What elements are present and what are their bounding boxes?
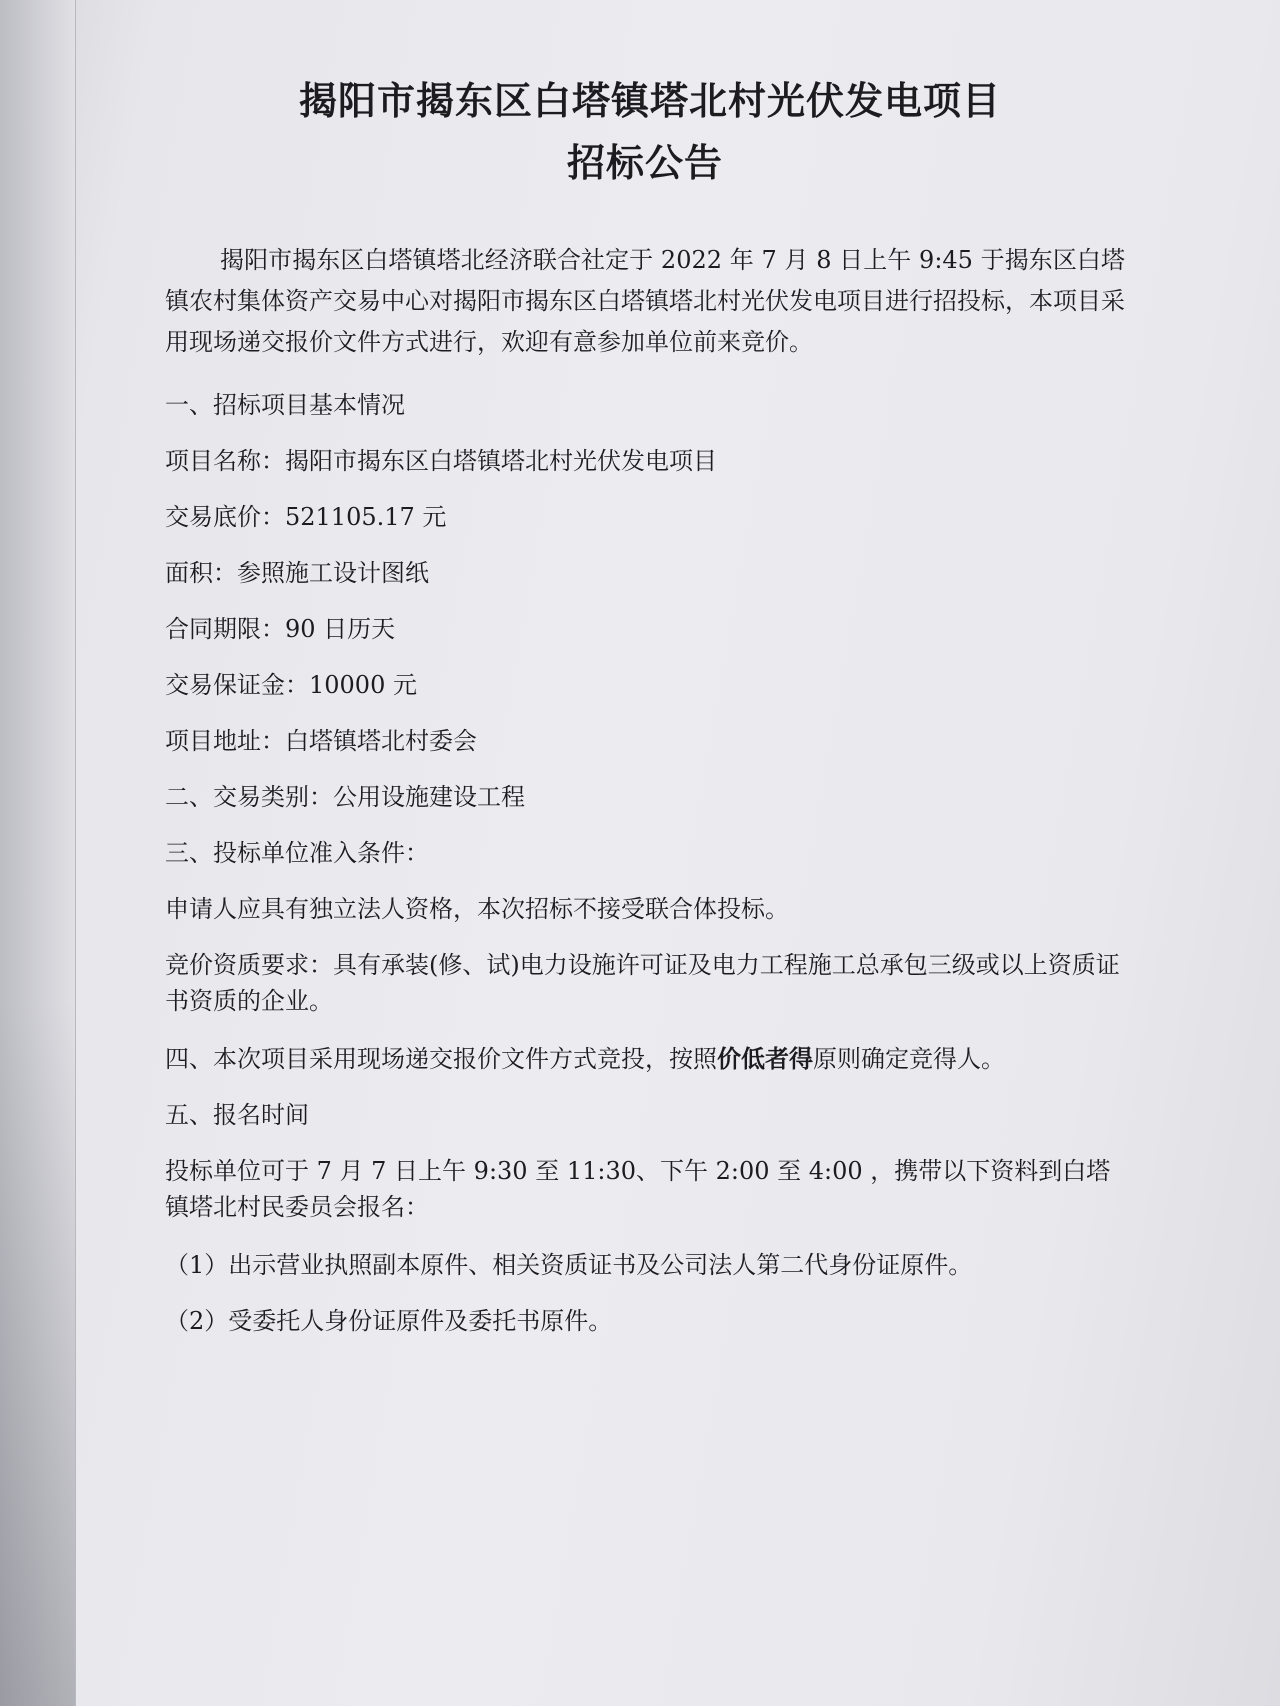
section-4-emphasis: 价低者得: [717, 1044, 813, 1073]
announcement-body: [165, 70, 1125, 1337]
deposit: 交易保证金：10000 元: [165, 671, 417, 699]
section-4: [165, 1043, 1125, 1075]
page-shadow: [0, 1000, 75, 1706]
area: 面积：参照施工设计图纸: [165, 559, 429, 587]
section-2: 二、交易类别：公用设施建设工程: [165, 783, 525, 811]
intro-paragraph: 揭阳市揭东区白塔镇塔北经济联合社定于 2022 年 7 月 8 日上午 9:45 于揭东区白塔镇农村集体资产交易中心对揭阳市揭东区白塔镇塔北村光伏发电项目进行招投标，本项目采用现场递交报价文件方式进行，欢迎有意参加单位前来竞价。: [165, 246, 1125, 356]
project-name: 项目名称：揭阳市揭东区白塔镇塔北村光伏发电项目: [165, 447, 717, 475]
required-item-2: （2）受委托人身份证原件及委托书原件。: [165, 1307, 613, 1335]
section-1-heading: 一、招标项目基本情况: [165, 391, 405, 419]
base-price: 交易底价：521105.17 元: [165, 503, 447, 531]
registration-time: 投标单位可于 7 月 7 日上午 9:30 至 11:30、下午 2:00 至 4:00 ，携带以下资料到白塔镇塔北村民委员会报名：: [165, 1157, 1111, 1221]
section-4-text-after: 原则确定竞得人。: [813, 1045, 1005, 1073]
eligibility: 申请人应具有独立法人资格，本次招标不接受联合体投标。: [165, 895, 789, 923]
section-5-heading: 五、报名时间: [165, 1101, 309, 1129]
contract-period: 合同期限：90 日历天: [165, 615, 396, 643]
project-address: 项目地址：白塔镇塔北村委会: [165, 727, 477, 755]
required-item-1: （1）出示营业执照副本原件、相关资质证书及公司法人第二代身份证原件。: [165, 1251, 973, 1279]
document-title: 揭阳市揭东区白塔镇塔北村光伏发电项目: [298, 79, 1001, 123]
document-subtitle: 招标公告: [566, 141, 723, 185]
qualification-requirement: 竞价资质要求：具有承装(修、试)电力设施许可证及电力工程施工总承包三级或以上资质证书资质的企业。: [165, 951, 1120, 1015]
section-4-text-before: 四、本次项目采用现场递交报价文件方式竞投，按照: [165, 1045, 717, 1073]
section-3-heading: 三、投标单位准入条件：: [165, 839, 429, 867]
